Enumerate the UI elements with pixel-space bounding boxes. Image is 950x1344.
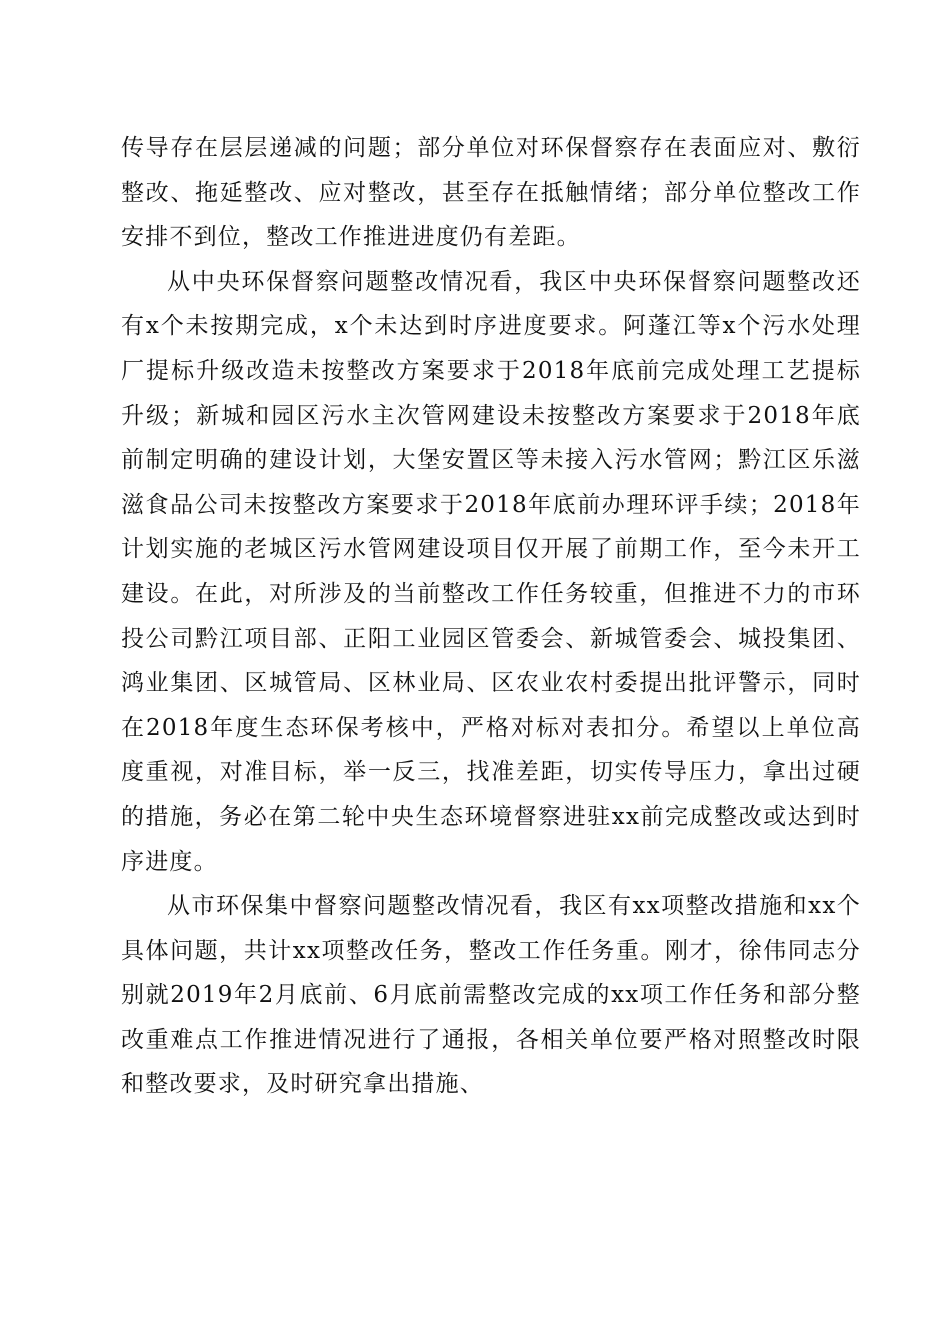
paragraph-continuation: 传导存在层层递减的问题；部分单位对环保督察存在表面应对、敷衍整改、拖延整改、应对整改，甚至存在抵触情绪；部分单位整改工作安排不到位，整改工作推进进度仍有差距。: [121, 135, 861, 251]
paragraph-central-inspection: 从中央环保督察问题整改情况看，我区中央环保督察问题整改还有x个未按期完成，x个未达到时序进度要求。阿蓬江等x个污水处理厂提标升级改造未按整改方案要求于2018年底前完成处理工艺提标升级；新城和园区污水主次管网建设未按整改方案要求于2018年底前制定明确的建设计划，大堡安置区等未接入污水管网；黔江区乐滋滋食品公司未按整改方案要求于2018年底前办理环评手续；2018年计划实施的老城区污水管网建设项目仅开展了前期工作，至今未开工建设。在此，对所涉及的当前整改工作任务较重，但推进不力的市环投公司黔江项目部、正阳工业园区管委会、新城管委会、城投集团、鸿业集团、区城管局、区林业局、区农业农村委提出批评警示，同时在2018年度生态环保考核中，严格对标对表扣分。希望以上单位高度重视，对准目标，举一反三，找准差距，切实传导压力，拿出过硬的措施，务必在第二轮中央生态环境督察进驻xx前完成整改或达到时序进度。: [121, 268, 861, 875]
paragraph-city-inspection: 从市环保集中督察问题整改情况看，我区有xx项整改措施和xx个具体问题，共计xx项整改任务，整改工作任务重。刚才，徐伟同志分别就2019年2月底前、6月底前需整改完成的xx项工作任务和部分整改重难点工作推进情况进行了通报，各相关单位要严格对照整改时限和整改要求，及时研究拿出措施、: [121, 893, 861, 1098]
document-body: [121, 126, 861, 1107]
